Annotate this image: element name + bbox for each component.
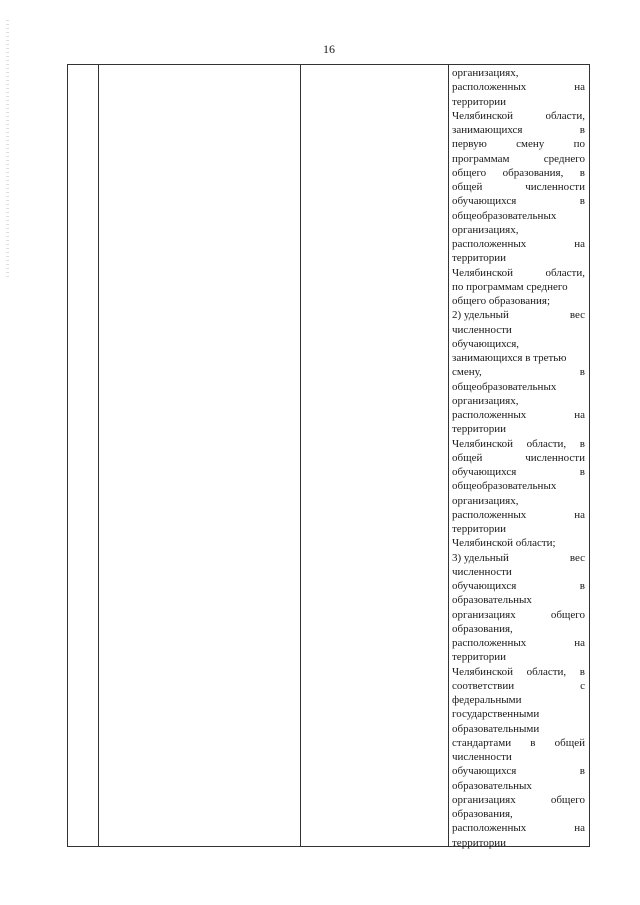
text-word: в: [579, 124, 585, 136]
text-word: образования,: [452, 808, 513, 820]
column-divider-3: [448, 65, 449, 846]
text-word: общей: [452, 451, 483, 464]
text-word: общеобразовательных: [452, 209, 557, 222]
text-line: [452, 522, 585, 536]
text-word: на: [574, 238, 585, 250]
text-word: области,: [545, 266, 585, 279]
text-word: численности: [525, 181, 585, 193]
text-line: [452, 821, 585, 835]
text-line: [452, 679, 585, 693]
text-line: [452, 793, 585, 807]
text-word: территории: [452, 95, 507, 108]
text-word: общеобразовательных: [452, 380, 557, 393]
text-word: обучающихся: [452, 580, 517, 592]
text-line: [452, 323, 585, 337]
text-line: [452, 707, 585, 721]
text-word: территории: [452, 836, 507, 849]
text-line: [452, 779, 585, 793]
text-line: [452, 109, 585, 123]
text-line: [452, 237, 585, 251]
text-word: в: [579, 665, 585, 678]
text-line: [452, 380, 585, 394]
text-line: [452, 736, 585, 750]
text-word: в: [579, 765, 585, 778]
text-word: на: [574, 409, 585, 421]
text-word: среднего: [543, 152, 585, 165]
text-word: обучающихся,: [452, 337, 520, 350]
text-line: [452, 180, 585, 194]
text-line: [452, 152, 585, 166]
text-word: в: [579, 466, 585, 478]
text-line: [452, 551, 585, 565]
text-word: области,: [526, 437, 567, 450]
text-line: [452, 565, 585, 579]
text-line: [452, 422, 585, 436]
text-word: территории: [452, 423, 507, 436]
text-line: [452, 308, 585, 322]
text-line: [452, 80, 585, 94]
text-word: образования,: [452, 622, 513, 635]
text-line: [452, 764, 585, 778]
text-word: в: [579, 166, 585, 179]
text-word: занимающихся в третью: [452, 352, 567, 364]
text-word: обучающихся: [452, 466, 517, 478]
text-line: [452, 593, 585, 607]
text-word: федеральными: [452, 694, 522, 706]
text-word: расположенных: [452, 508, 527, 521]
text-line: [452, 166, 585, 180]
text-word: на: [574, 822, 585, 835]
text-line: [452, 622, 585, 636]
text-word: смену,: [452, 366, 482, 379]
text-word: 2) удельный: [452, 309, 509, 322]
text-word: численности: [452, 751, 512, 763]
text-line: [452, 608, 585, 622]
text-line: [452, 750, 585, 764]
text-word: вес: [569, 551, 585, 564]
text-word: образовательных: [452, 779, 532, 792]
text-line: [452, 365, 585, 379]
text-line: [452, 95, 585, 109]
text-line: [452, 508, 585, 522]
text-line: [452, 251, 585, 265]
text-word: организациях: [452, 608, 516, 621]
text-line: [452, 351, 585, 365]
text-word: расположенных: [452, 822, 527, 835]
text-line: [452, 836, 585, 850]
text-line: [452, 437, 585, 451]
text-word: расположенных: [452, 81, 527, 94]
text-word: общего: [452, 166, 487, 179]
text-line: [452, 66, 585, 80]
text-line: [452, 123, 585, 137]
text-word: области,: [545, 109, 585, 122]
page-number: 16: [323, 42, 335, 56]
text-line: [452, 194, 585, 208]
text-line: [452, 579, 585, 593]
text-line: [452, 451, 585, 465]
text-word: на: [574, 81, 585, 94]
text-word: Челябинской: [452, 437, 514, 450]
text-word: по: [573, 138, 585, 151]
text-word: образовательных: [452, 594, 532, 607]
text-word: области,: [526, 665, 567, 678]
document-table: [67, 64, 590, 847]
text-word: в: [579, 195, 585, 208]
text-word: территории: [452, 651, 507, 664]
text-word: смену: [516, 138, 545, 151]
text-word: 3) удельный: [452, 551, 509, 564]
text-line: [452, 636, 585, 650]
text-word: занимающихся: [452, 124, 523, 136]
text-line: [452, 266, 585, 280]
text-line: [452, 465, 585, 479]
text-word: численности: [525, 451, 585, 464]
text-word: с: [580, 679, 585, 692]
column-divider-2: [300, 65, 301, 846]
text-word: обучающихся: [452, 765, 517, 778]
text-line: [452, 665, 585, 679]
text-line: [452, 408, 585, 422]
text-line: [452, 807, 585, 821]
text-word: общей: [452, 181, 483, 193]
text-word: организациях: [452, 793, 516, 806]
text-line: [452, 294, 585, 308]
text-word: общего: [550, 608, 585, 621]
text-word: общего: [550, 793, 585, 806]
text-word: по программам среднего: [452, 280, 568, 293]
text-word: Челябинской: [452, 266, 514, 279]
text-line: [452, 137, 585, 151]
text-word: территории: [452, 523, 507, 535]
text-line: [452, 536, 585, 550]
text-line: [452, 693, 585, 707]
text-word: Челябинской: [452, 109, 514, 122]
text-word: Челябинской области;: [452, 537, 556, 550]
column-divider-1: [98, 65, 99, 846]
text-word: общеобразовательных: [452, 480, 557, 493]
text-word: расположенных: [452, 637, 527, 649]
text-word: в: [579, 437, 585, 450]
text-word: организациях,: [452, 67, 519, 79]
text-line: [452, 223, 585, 237]
text-word: на: [574, 637, 585, 649]
text-word: территории: [452, 252, 507, 265]
indicator-text-cell: [452, 66, 585, 850]
text-word: Челябинской: [452, 665, 514, 678]
text-word: в: [579, 580, 585, 592]
text-word: государственными: [452, 708, 540, 721]
text-word: первую: [452, 138, 487, 151]
text-word: организациях,: [452, 394, 519, 407]
text-line: [452, 494, 585, 508]
text-word: программам: [452, 152, 510, 165]
text-word: образовательными: [452, 722, 540, 735]
scan-margin-artifact: [6, 20, 9, 280]
text-word: организациях,: [452, 223, 519, 236]
text-word: образования,: [502, 166, 564, 179]
text-line: [452, 280, 585, 294]
text-word: соответствии: [452, 679, 515, 692]
text-word: общей: [554, 736, 585, 749]
text-word: общего образования;: [452, 295, 551, 307]
text-word: расположенных: [452, 238, 527, 250]
text-word: стандартами: [452, 736, 512, 749]
text-word: на: [574, 508, 585, 521]
text-word: численности: [452, 565, 512, 578]
text-word: обучающихся: [452, 195, 517, 208]
text-line: [452, 722, 585, 736]
text-word: в: [579, 366, 585, 379]
text-word: расположенных: [452, 409, 527, 421]
text-word: вес: [569, 309, 585, 322]
text-line: [452, 394, 585, 408]
text-line: [452, 479, 585, 493]
text-word: в: [530, 736, 536, 749]
text-word: численности: [452, 323, 512, 336]
text-word: организациях,: [452, 494, 519, 507]
text-line: [452, 337, 585, 351]
text-line: [452, 650, 585, 664]
text-line: [452, 209, 585, 223]
